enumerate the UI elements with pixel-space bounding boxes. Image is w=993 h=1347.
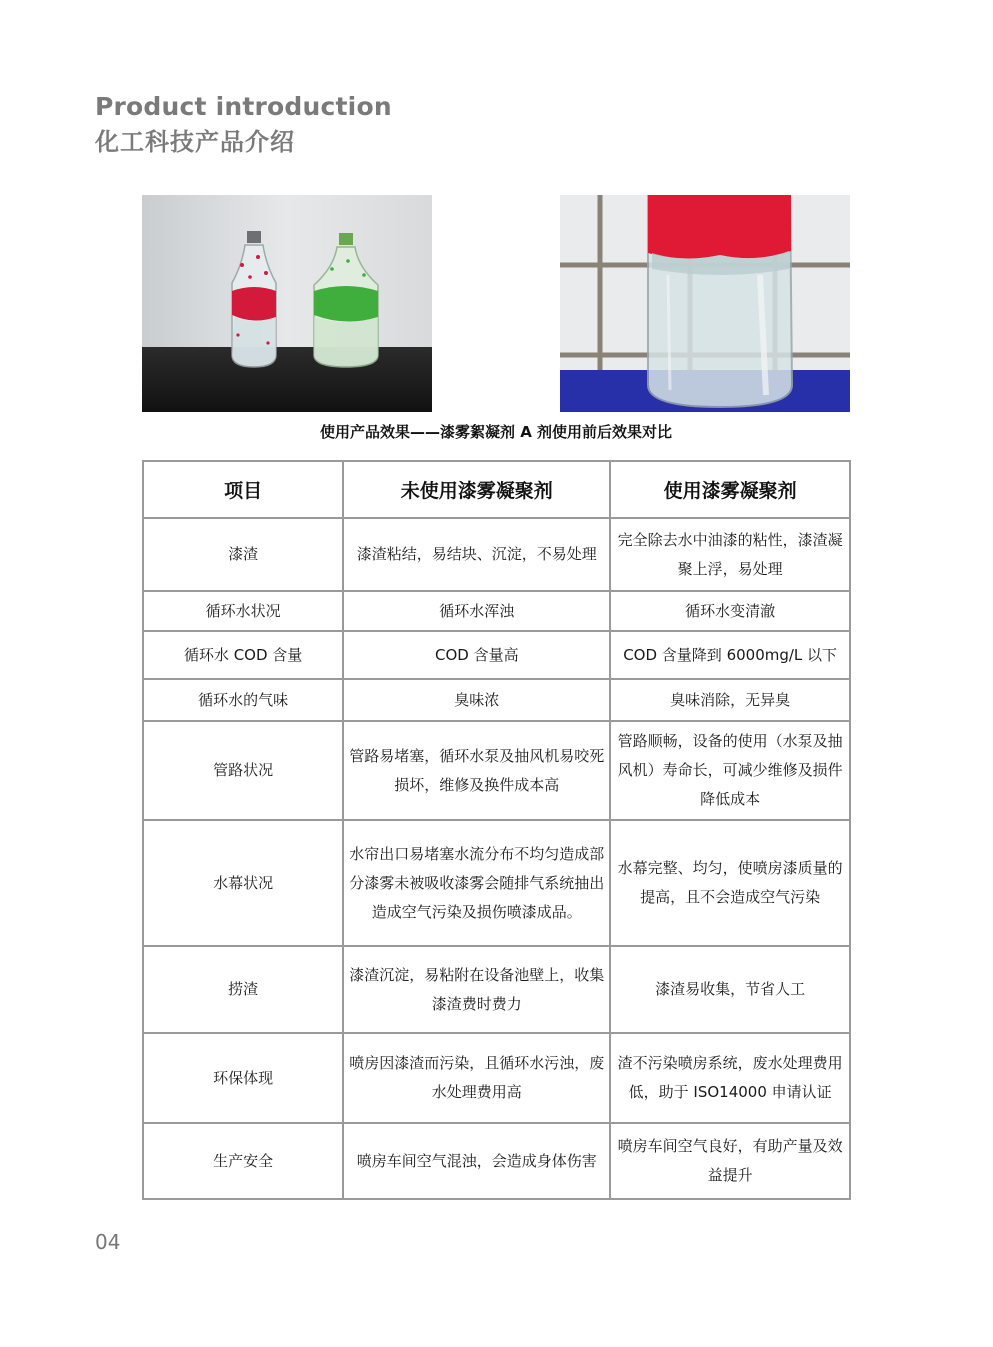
row-label: 环保体现 [143,1033,343,1123]
with-agent-cell: COD 含量降到 6000mg/L 以下 [610,631,850,679]
without-agent-cell: 漆渣粘结，易结块、沉淀，不易处理 [343,518,610,591]
with-agent-cell: 漆渣易收集，节省人工 [610,946,850,1033]
without-agent-cell: 循环水浑浊 [343,591,610,631]
with-agent-cell: 水幕完整、均匀，使喷房漆质量的提高，且不会造成空气污染 [610,820,850,946]
comparison-table [142,460,851,1200]
row-label: 生产安全 [143,1123,343,1199]
header-item: 项目 [143,461,343,518]
row-label: 管路状况 [143,721,343,820]
without-agent-cell: 臭味浓 [343,679,610,721]
without-agent-cell: 喷房车间空气混浊，会造成身体伤害 [343,1123,610,1199]
header-with-agent: 使用漆雾凝聚剂 [610,461,850,518]
table-row [143,946,850,1033]
row-label: 捞渣 [143,946,343,1033]
page-number: 04 [95,1230,121,1254]
table-row [143,679,850,721]
row-label: 循环水状况 [143,591,343,631]
table-row [143,820,850,946]
with-agent-cell: 喷房车间空气良好，有助产量及效益提升 [610,1123,850,1199]
without-agent-cell: 管路易堵塞，循环水泵及抽风机易咬死损坏，维修及换件成本高 [343,721,610,820]
table-row [143,591,850,631]
without-agent-cell: 水帘出口易堵塞水流分布不均匀造成部分漆雾未被吸收漆雾会随排气系统抽出造成空气污染及损伤喷漆成品。 [343,820,610,946]
row-label: 漆渣 [143,518,343,591]
with-agent-cell: 渣不污染喷房系统，废水处理费用低，助于 ISO14000 申请认证 [610,1033,850,1123]
table-row [143,518,850,591]
with-agent-cell: 循环水变清澈 [610,591,850,631]
without-agent-cell: 漆渣沉淀，易粘附在设备池壁上，收集漆渣费时费力 [343,946,610,1033]
table-header-row [143,461,850,518]
row-label: 循环水的气味 [143,679,343,721]
table-row [143,721,850,820]
without-agent-cell: 喷房因漆渣而污染，且循环水污浊，废水处理费用高 [343,1033,610,1123]
header-title-en: Product introduction [95,92,392,121]
table-row [143,1123,850,1199]
table-row [143,631,850,679]
with-agent-cell: 管路顺畅，设备的使用（水泵及抽风机）寿命长，可减少维修及损件降低成本 [610,721,850,820]
without-agent-cell: COD 含量高 [343,631,610,679]
header-without-agent: 未使用漆雾凝聚剂 [343,461,610,518]
photo-bottle-closeup [560,195,850,412]
with-agent-cell: 臭味消除，无异臭 [610,679,850,721]
row-label: 循环水 COD 含量 [143,631,343,679]
figure-caption: 使用产品效果——漆雾絮凝剂 A 剂使用前后效果对比 [319,423,673,441]
photo-two-bottles [142,195,432,412]
table-row [143,1033,850,1123]
header-title-cn: 化工科技产品介绍 [95,128,295,156]
with-agent-cell: 完全除去水中油漆的粘性，漆渣凝聚上浮，易处理 [610,518,850,591]
row-label: 水幕状况 [143,820,343,946]
